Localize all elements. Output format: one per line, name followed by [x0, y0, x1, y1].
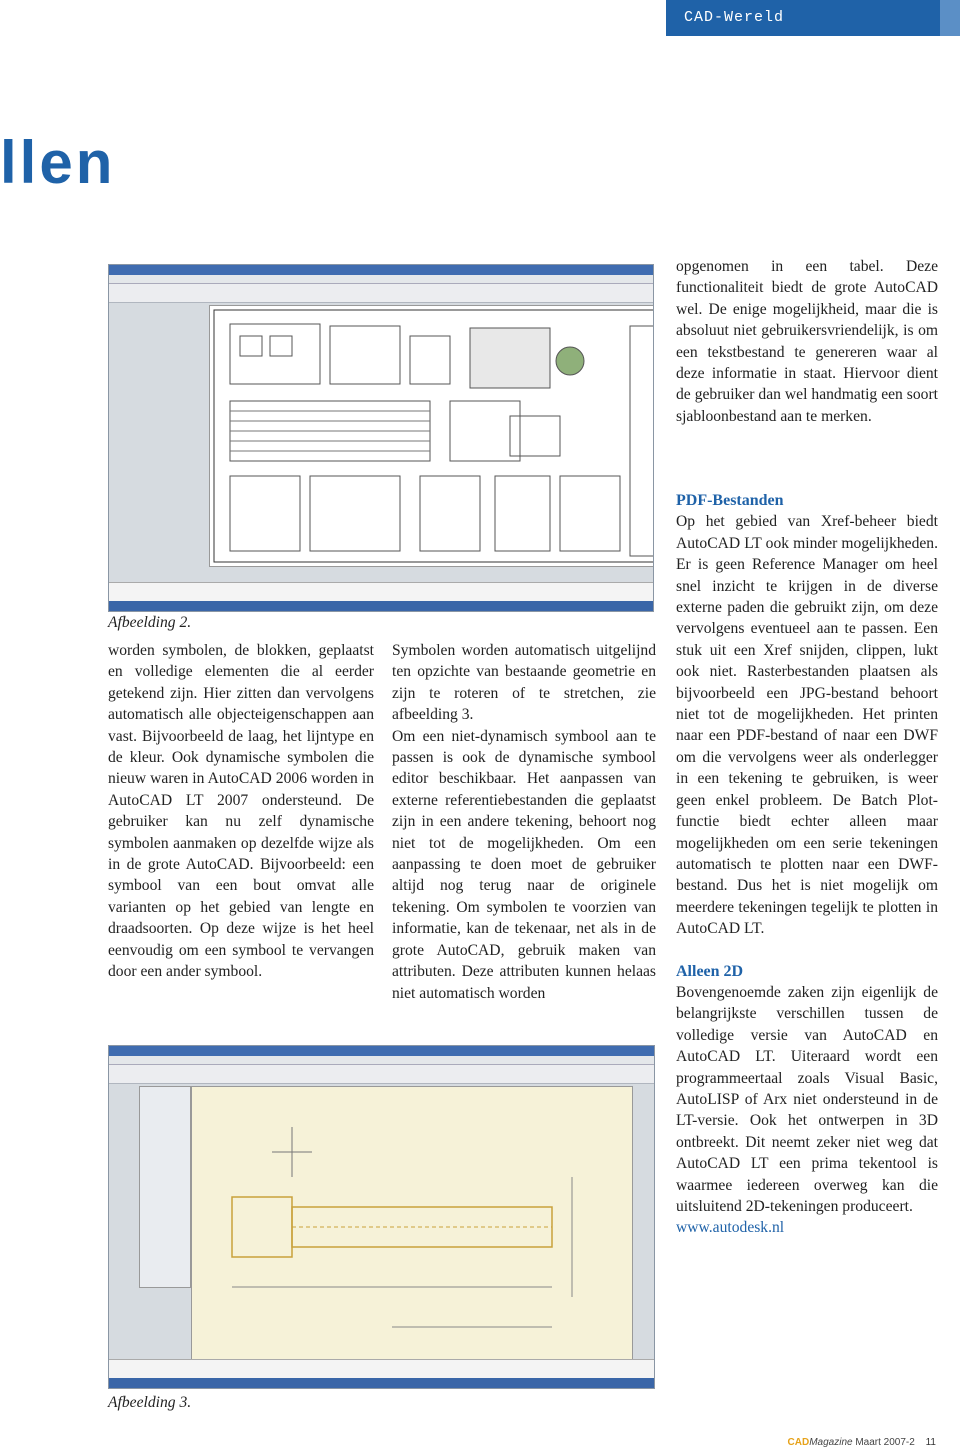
figure-3-screenshot [108, 1045, 655, 1389]
footer-magazine: Magazine [809, 1437, 853, 1448]
menu-bar [109, 275, 653, 284]
page-footer [788, 1437, 936, 1448]
article-heading: llen [0, 129, 116, 196]
figure-2-caption: Afbeelding 2. [108, 614, 192, 631]
block-authoring-palette [139, 1086, 191, 1288]
status-bar [109, 601, 653, 611]
column-1 [108, 640, 374, 983]
header-accent-stripe [940, 0, 960, 36]
drawing-sheet [209, 305, 654, 567]
figure-3-caption: Afbeelding 3. [108, 1394, 192, 1411]
column-2-paragraph-2: Om een niet-dynamisch symbool aan te passen is ook de dynamische symbool editor beschikbaar. Het aanpassen van externe referentiebestanden die geplaatst zijn in een andere tekening, behoort nog niet tot de mogelijkheden. Om een aanpassing te doen moet de gebruiker altijd nog terug naar de originele tekening. Om symbolen te voorzien van informatie, kan de tekenaar, net als in de grote AutoCAD, gebruik maken van attributen. Deze attributen kunnen helaas niet automatisch worden [392, 727, 656, 1002]
column-3-bottom [676, 490, 938, 1239]
status-bar [109, 1378, 654, 1388]
window-titlebar [109, 265, 653, 275]
window-titlebar [109, 1046, 654, 1056]
subheading-2d: Alleen 2D [676, 962, 744, 980]
command-line [109, 582, 653, 601]
pdf-paragraph: Op het gebied van Xref-beheer biedt AutoCAD LT ook minder mogelijkheden. Er is geen Reference Manager om heel snel inzicht te krijgen in de diverse externe paden die gebruikt zijn, om deze vervolgens eventueel aan te passen. Een stuk uit een Xref snijden, clippen, lukt ook niet. Rasterbestanden plaatsen als bijvoorbeeld een JPG-bestand behoort niet tot de mogelijkheden. Het printen naar een PDF-bestand of naar een DWF om die vervolgens weer als onderlegger in een tekening te gebruiken, is weer geen enkel probleem. De Batch Plot-functie biedt echter alleen maar mogelijkheden om een serie tekeningen automatisch te plotten naar een DWF-bestand. Dus het is niet mogelijk om meerdere tekeningen tegelijk te plotten in AutoCAD LT. [676, 513, 938, 938]
2d-paragraph: Bovengenoemde zaken zijn eigenlijk de belangrijkste verschillen tussen de volledige versie van AutoCAD en AutoCAD LT. Uiteraard wordt een programmeertaal zoals Visual Basic, AutoLISP of Arx niet ondersteund in de LT-versie. Ook het ontwerpen in 3D ontbreekt. Dit neemt zeker niet weg dat AutoCAD LT een prima tekentool is waarmee iedereen overweg kan die uitsluitend 2D-tekeningen produceert. [676, 983, 938, 1215]
figure-2-screenshot [108, 264, 654, 612]
subheading-pdf: PDF-Bestanden [676, 492, 784, 509]
section-header-bar [666, 0, 940, 36]
column-1-text: worden symbolen, de blokken, geplaatst en volledige elementen die al eerder getekend zijn. Hier zitten dan vervolgens automatisch alle objecteigenschappen aan vast. Bijvoorbeeld de laag, het lijntype en de kleur. Ook dynamische symbolen die nieuw waren in AutoCAD 2006 worden in AutoCAD LT 2007 ondersteund. De gebruiker kan nu zelf dynamische symbolen aanmaken op dezelfde wijze als in de grote AutoCAD. Bijvoorbeeld: een symbool van een bout omvat alle varianten op het gebied van lengte en draadsoorten. Op deze wijze is het heel eenvoudig om een symbool te vervangen door een ander symbool. [108, 642, 374, 981]
column-2-paragraph-1: Symbolen worden automatisch uitgelijnd ten opzichte van bestaande geometrie en zijn te roteren of te stretchen, zie afbeelding 3. [392, 642, 656, 724]
column-3-top [676, 256, 938, 427]
footer-brand: CAD [787, 1437, 810, 1448]
architectural-drawing [210, 306, 654, 566]
toolbar [109, 1065, 654, 1084]
footer-issue: Maart 2007-2 [855, 1437, 915, 1448]
block-editor-canvas [191, 1086, 633, 1360]
autodesk-link[interactable]: www.autodesk.nl [676, 1219, 785, 1237]
column-2 [392, 640, 656, 1004]
section-label: CAD-Wereld [684, 9, 785, 26]
bolt-drawing [192, 1087, 632, 1359]
column-3-intro: opgenomen in een tabel. Deze functionaliteit biedt de grote AutoCAD wel. De enige mogelijkheid, maar die is absoluut niet gebruikersvriendelijk, is om een tekstbestand te genereren waar al deze informatie in staat. Hiervoor dient de gebruiker dan wel handmatig een soort sjabloonbestand aan te merken. [676, 258, 938, 425]
toolbar [109, 284, 653, 303]
page-number: 11 [925, 1437, 936, 1448]
command-line [109, 1359, 654, 1378]
menu-bar [109, 1056, 654, 1065]
